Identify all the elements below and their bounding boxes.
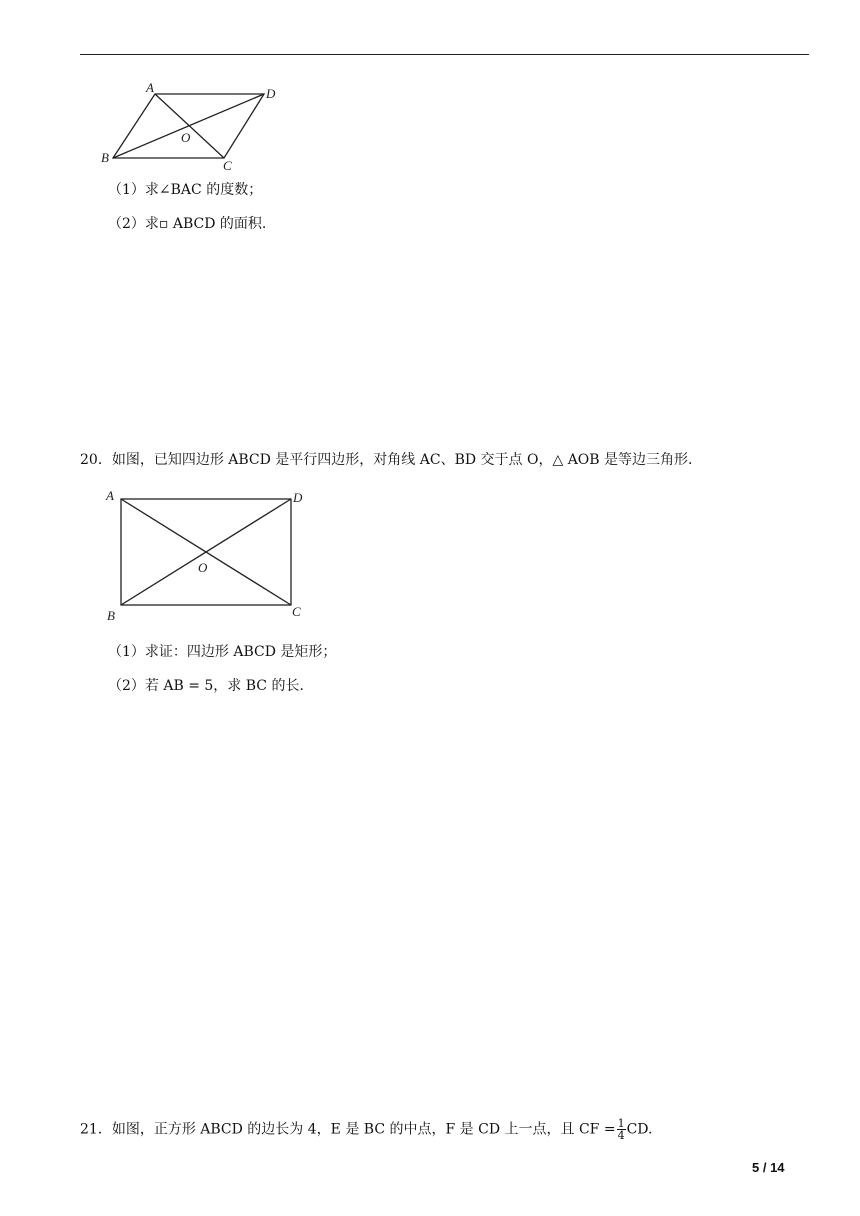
q19-label-D: D — [266, 86, 276, 101]
q20-label-B: B — [107, 608, 115, 623]
page-number: 5 / 14 — [752, 1160, 785, 1175]
q19-label-O: O — [181, 130, 191, 145]
q20-stem: 20．如图，已知四边形 ABCD 是平行四边形，对角线 AC、BD 交于点 O，△ AOB 是等边三角形. — [80, 452, 693, 468]
header-rule — [80, 54, 809, 55]
q20-label-D: D — [293, 490, 303, 505]
q21-stem-tail: CD. — [626, 1121, 653, 1138]
q20-rectangle-figure — [100, 486, 315, 630]
q20-label-O: O — [198, 560, 208, 575]
q19-part2: （2）求▫ ABCD 的面积. — [108, 216, 267, 232]
q19-label-B: B — [101, 150, 109, 165]
q21-fraction — [617, 1118, 626, 1141]
q19-part1: （1）求∠BAC 的度数； — [108, 182, 263, 198]
q19-parallelogram-figure — [96, 80, 296, 179]
q19-label-C: C — [223, 158, 232, 173]
q21-stem-text: 21．如图，正方形 ABCD 的边长为 4，E 是 BC 的中点，F 是 CD 上一点，且 CF = — [80, 1121, 616, 1138]
q20-part2: （2）若 AB = 5，求 BC 的长. — [108, 678, 304, 694]
q20-label-A: A — [106, 488, 114, 503]
q19-label-A: A — [146, 80, 154, 95]
q20-label-C: C — [292, 604, 301, 619]
q21-stem — [80, 1118, 652, 1141]
q21-fraction-denominator: 4 — [617, 1129, 625, 1142]
q20-part1: （1）求证：四边形 ABCD 是矩形； — [108, 644, 337, 660]
q21-fraction-numerator: 1 — [617, 1117, 625, 1130]
